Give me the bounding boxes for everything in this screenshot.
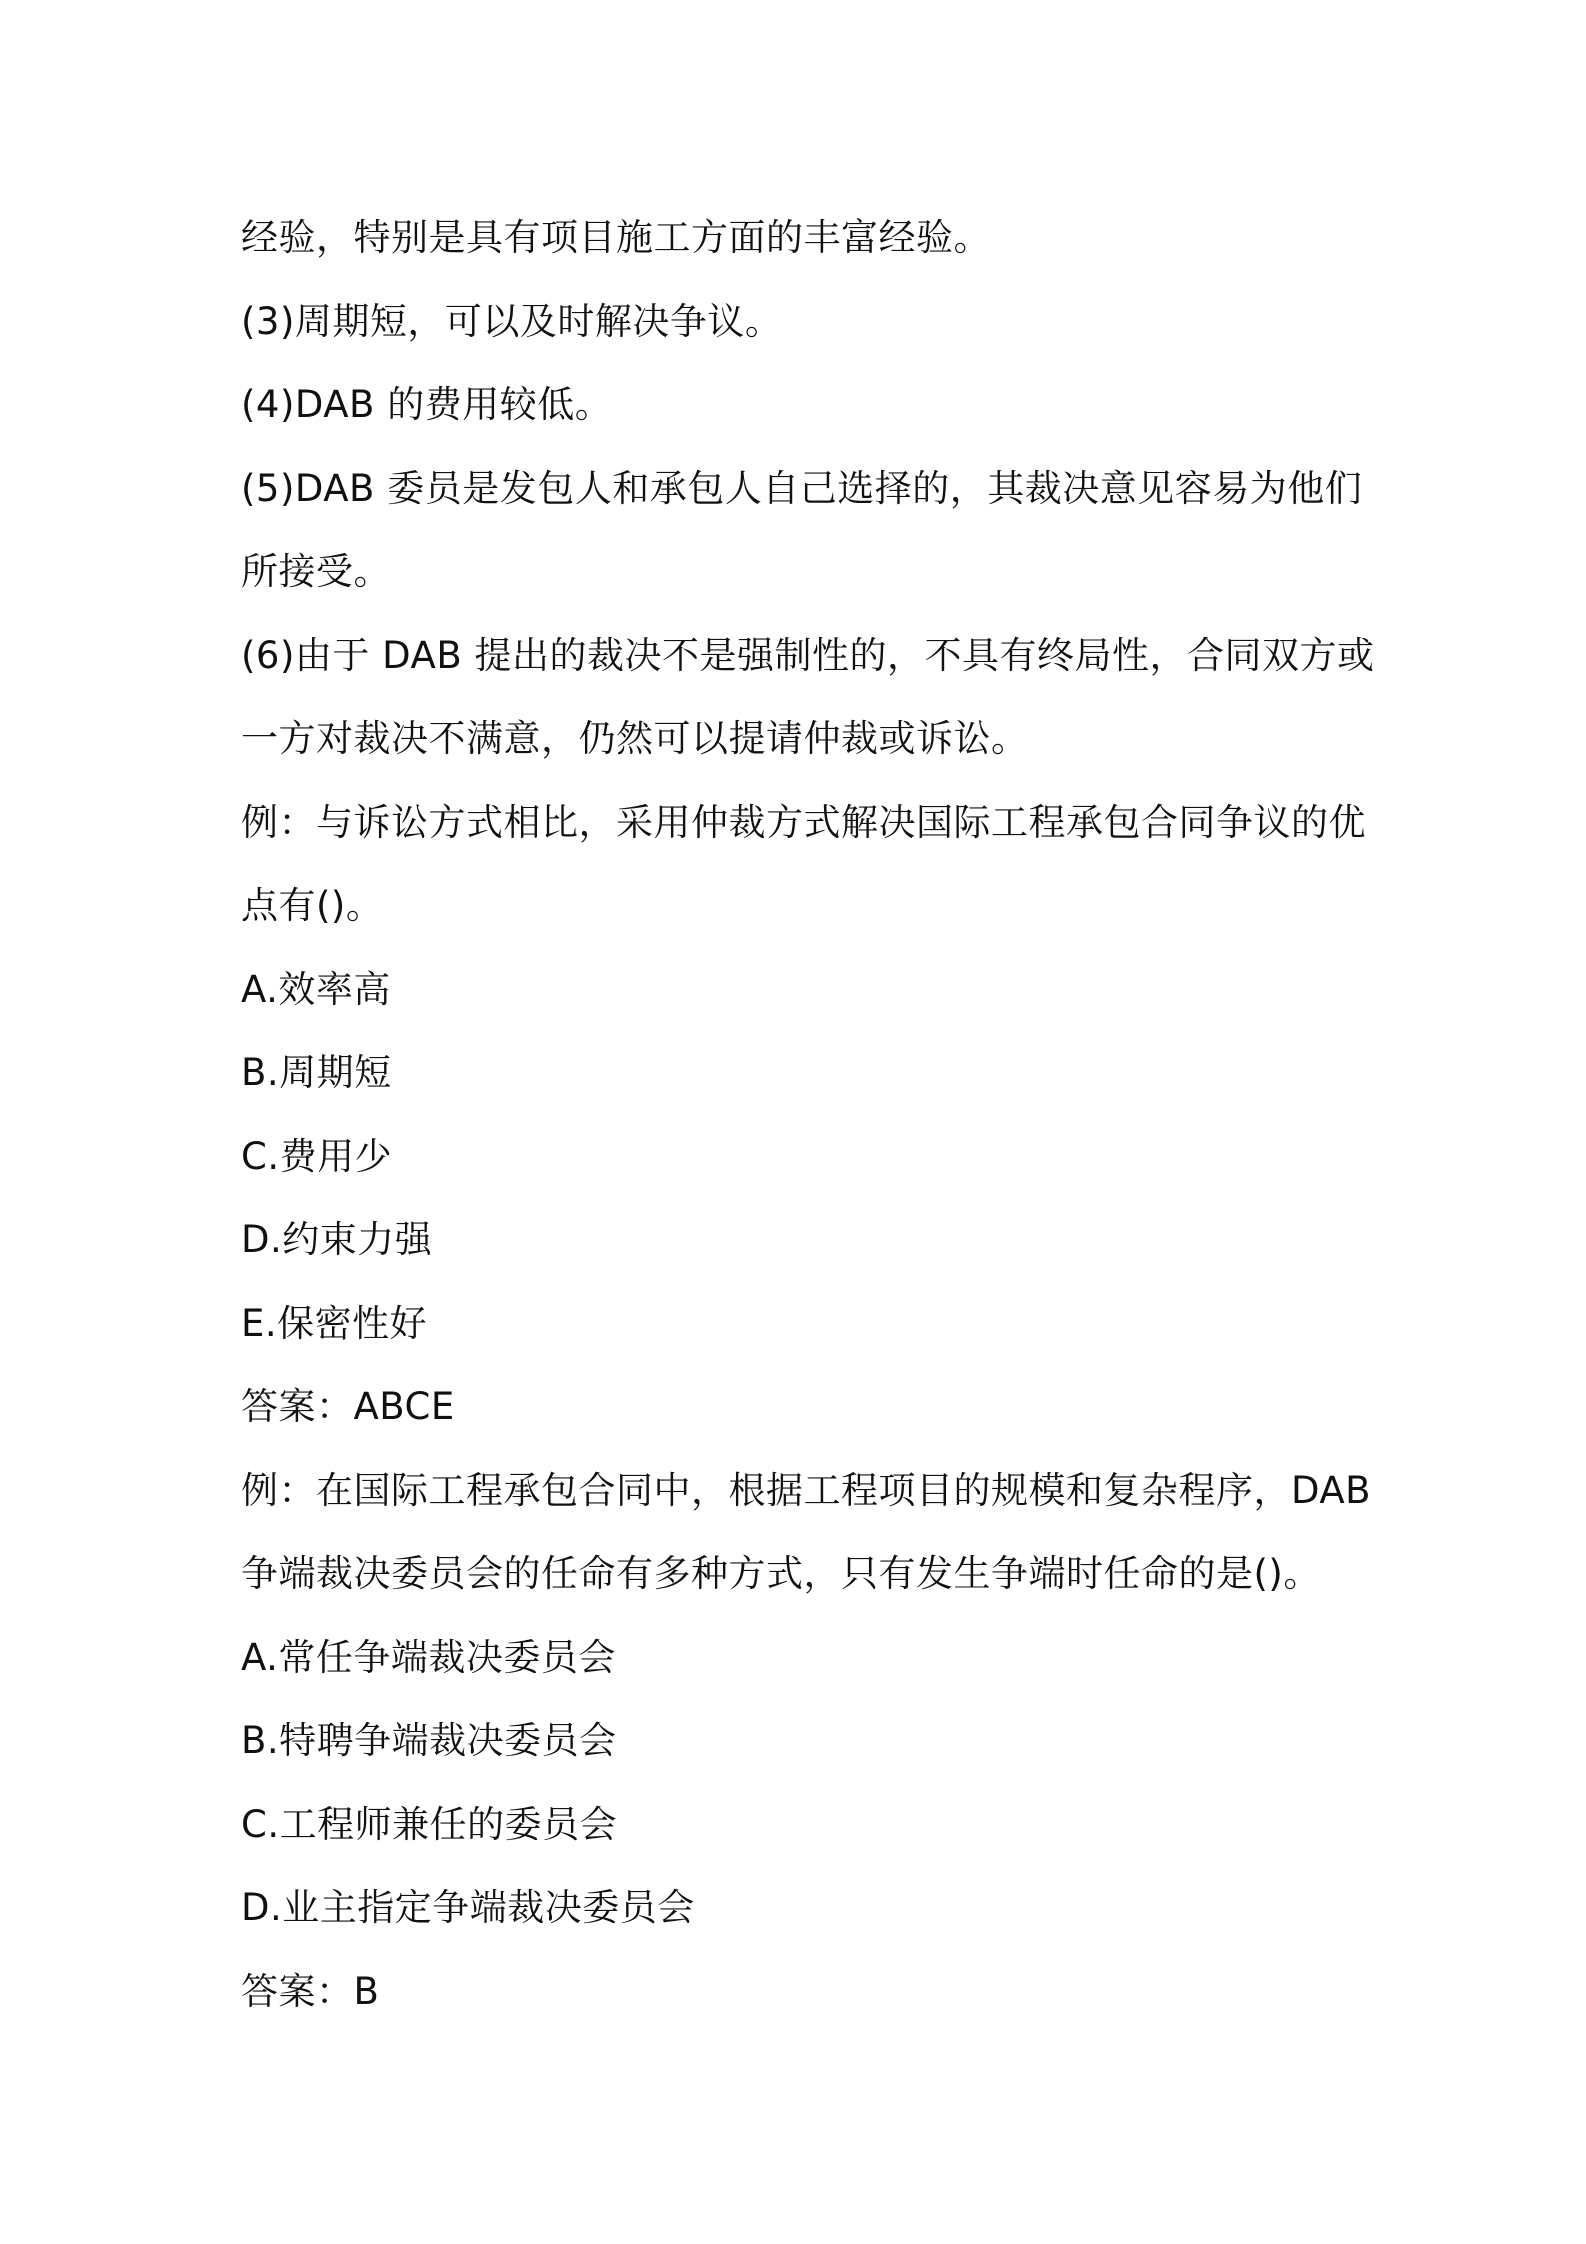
paragraph-line: (4)DAB 的费用较低。: [241, 383, 613, 426]
answer-option: C.费用少: [241, 1134, 393, 1178]
answer-option: D.业主指定争端裁决委员会: [241, 1886, 695, 1929]
paragraph-line: 一方对裁决不满意，仍然可以提请仲裁或诉讼。: [241, 717, 1029, 760]
paragraph-line: 所接受。: [241, 550, 391, 593]
paragraph-line: 经验，特别是具有项目施工方面的丰富经验。: [241, 216, 991, 259]
answer-option: B.特聘争端裁决委员会: [241, 1719, 617, 1762]
answer-key: 答案：ABCE: [241, 1385, 455, 1428]
answer-key: 答案：B: [241, 1969, 380, 2013]
paragraph-line: (6)由于 DAB 提出的裁决不是强制性的，不具有终局性，合同双方或: [241, 633, 1375, 677]
answer-option: B.周期短: [241, 1051, 392, 1094]
question-stem-line: 争端裁决委员会的任命有多种方式，只有发生争端时任命的是()。: [241, 1552, 1321, 1595]
answer-option: A.常任争端裁决委员会: [241, 1635, 616, 1679]
question-stem-line: 例：在国际工程承包合同中，根据工程项目的规模和复杂程序，DAB: [241, 1468, 1372, 1512]
paragraph-line: (3)周期短，可以及时解决争议。: [241, 299, 783, 343]
answer-option: C.工程师兼任的委员会: [241, 1802, 618, 1846]
document-body: [241, 196, 1375, 2033]
question-stem-line: 点有()。: [241, 884, 384, 927]
paragraph-line: (5)DAB 委员是发包人和承包人自己选择的，其裁决意见容易为他们: [241, 466, 1363, 510]
answer-option: D.约束力强: [241, 1218, 433, 1261]
answer-option: E.保密性好: [241, 1301, 428, 1345]
answer-option: A.效率高: [241, 967, 391, 1011]
question-stem-line: 例：与诉讼方式相比，采用仲裁方式解决国际工程承包合同争议的优: [241, 800, 1366, 844]
